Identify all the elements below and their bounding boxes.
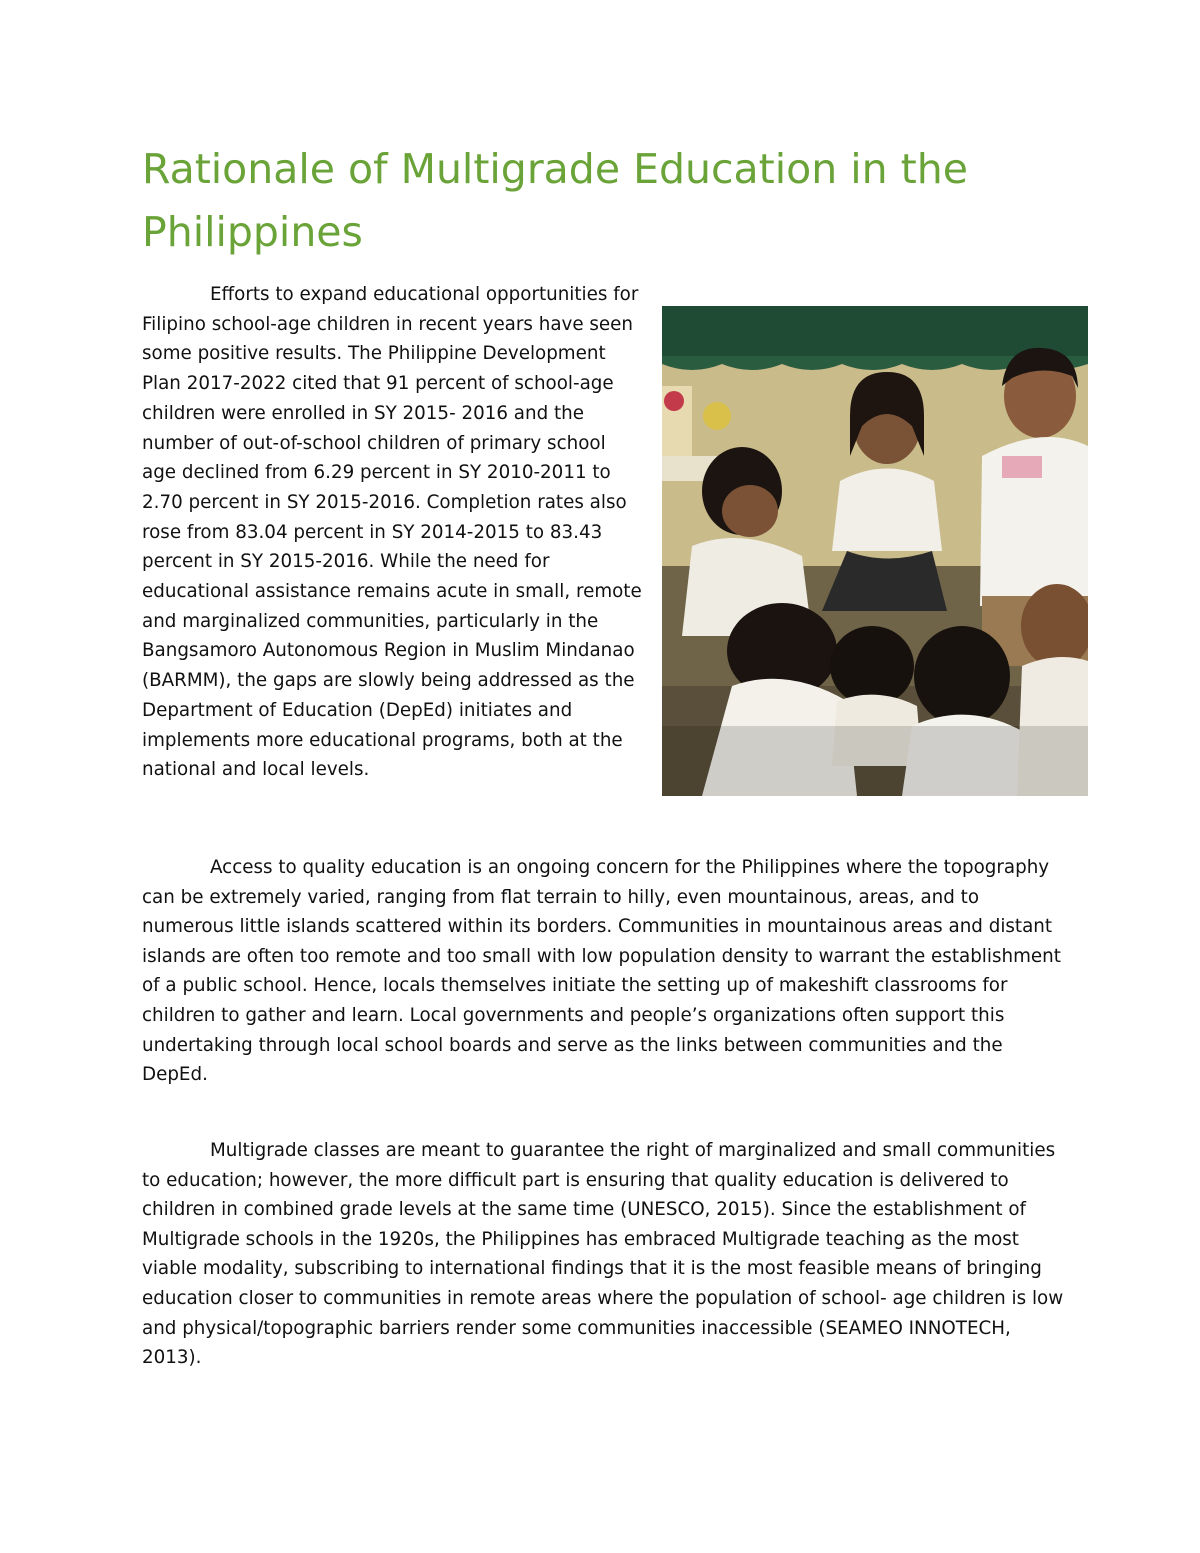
paragraph-2: Access to quality education is an ongoing concern for the Philippines where the topography can be extremely varied, ranging from flat terrain to hilly, even mountainous, areas, and to numerous little islands scattered within its borders. Communities in mountainous areas and distant islands are often too remote and too small with low population density to warrant the establishment of a public school. Hence, locals themselves initiate the setting up of makeshift classrooms for children to gather and learn. Local governments and people’s organizations often support this undertaking through local school boards and serve as the links between communities and the DepEd.: [142, 857, 1061, 1086]
paragraph-3: Multigrade classes are meant to guarantee the right of marginalized and small communities to education; however, the more difficult part is ensuring that quality education is delivered to children in combined grade levels at the same time (UNESCO, 2015). Since the establishment of Multigrade schools in the 1920s, the Philippines has embraced Multigrade teaching as the most viable modality, subscribing to international findings that it is the most feasible means of bringing education closer to communities in remote areas where the population of school- age children is low and physical/topographic barriers render some communities inaccessible (SEAMEO INNOTECH, 2013).: [142, 1140, 1064, 1369]
paragraph-1: Efforts to expand educational opportunities for Filipino school-age children in recent years have seen some positive results. The Philippine Development Plan 2017-2022 cited that 91 percent of school-age children were enrolled in SY 2015- 2016 and the number of out-of-school children of primary school age declined from 6.29 percent in SY 2010-2011 to 2.70 percent in SY 2015-2016. Completion rates also rose from 83.04 percent in SY 2014-2015 to 83.43 percent in SY 2015-2016. While the need for educational assistance remains acute in small, remote and marginalized communities, particularly in the Bangsamoro Autonomous Region in Muslim Mindanao (BARMM), the gaps are slowly being addressed as the Department of Education (DepEd) initiates and implements more educational programs, both at the national and local levels.: [142, 284, 642, 781]
page-title: Rationale of Multigrade Education in the Philippines: [142, 145, 968, 256]
classroom-photo: [662, 306, 1088, 796]
